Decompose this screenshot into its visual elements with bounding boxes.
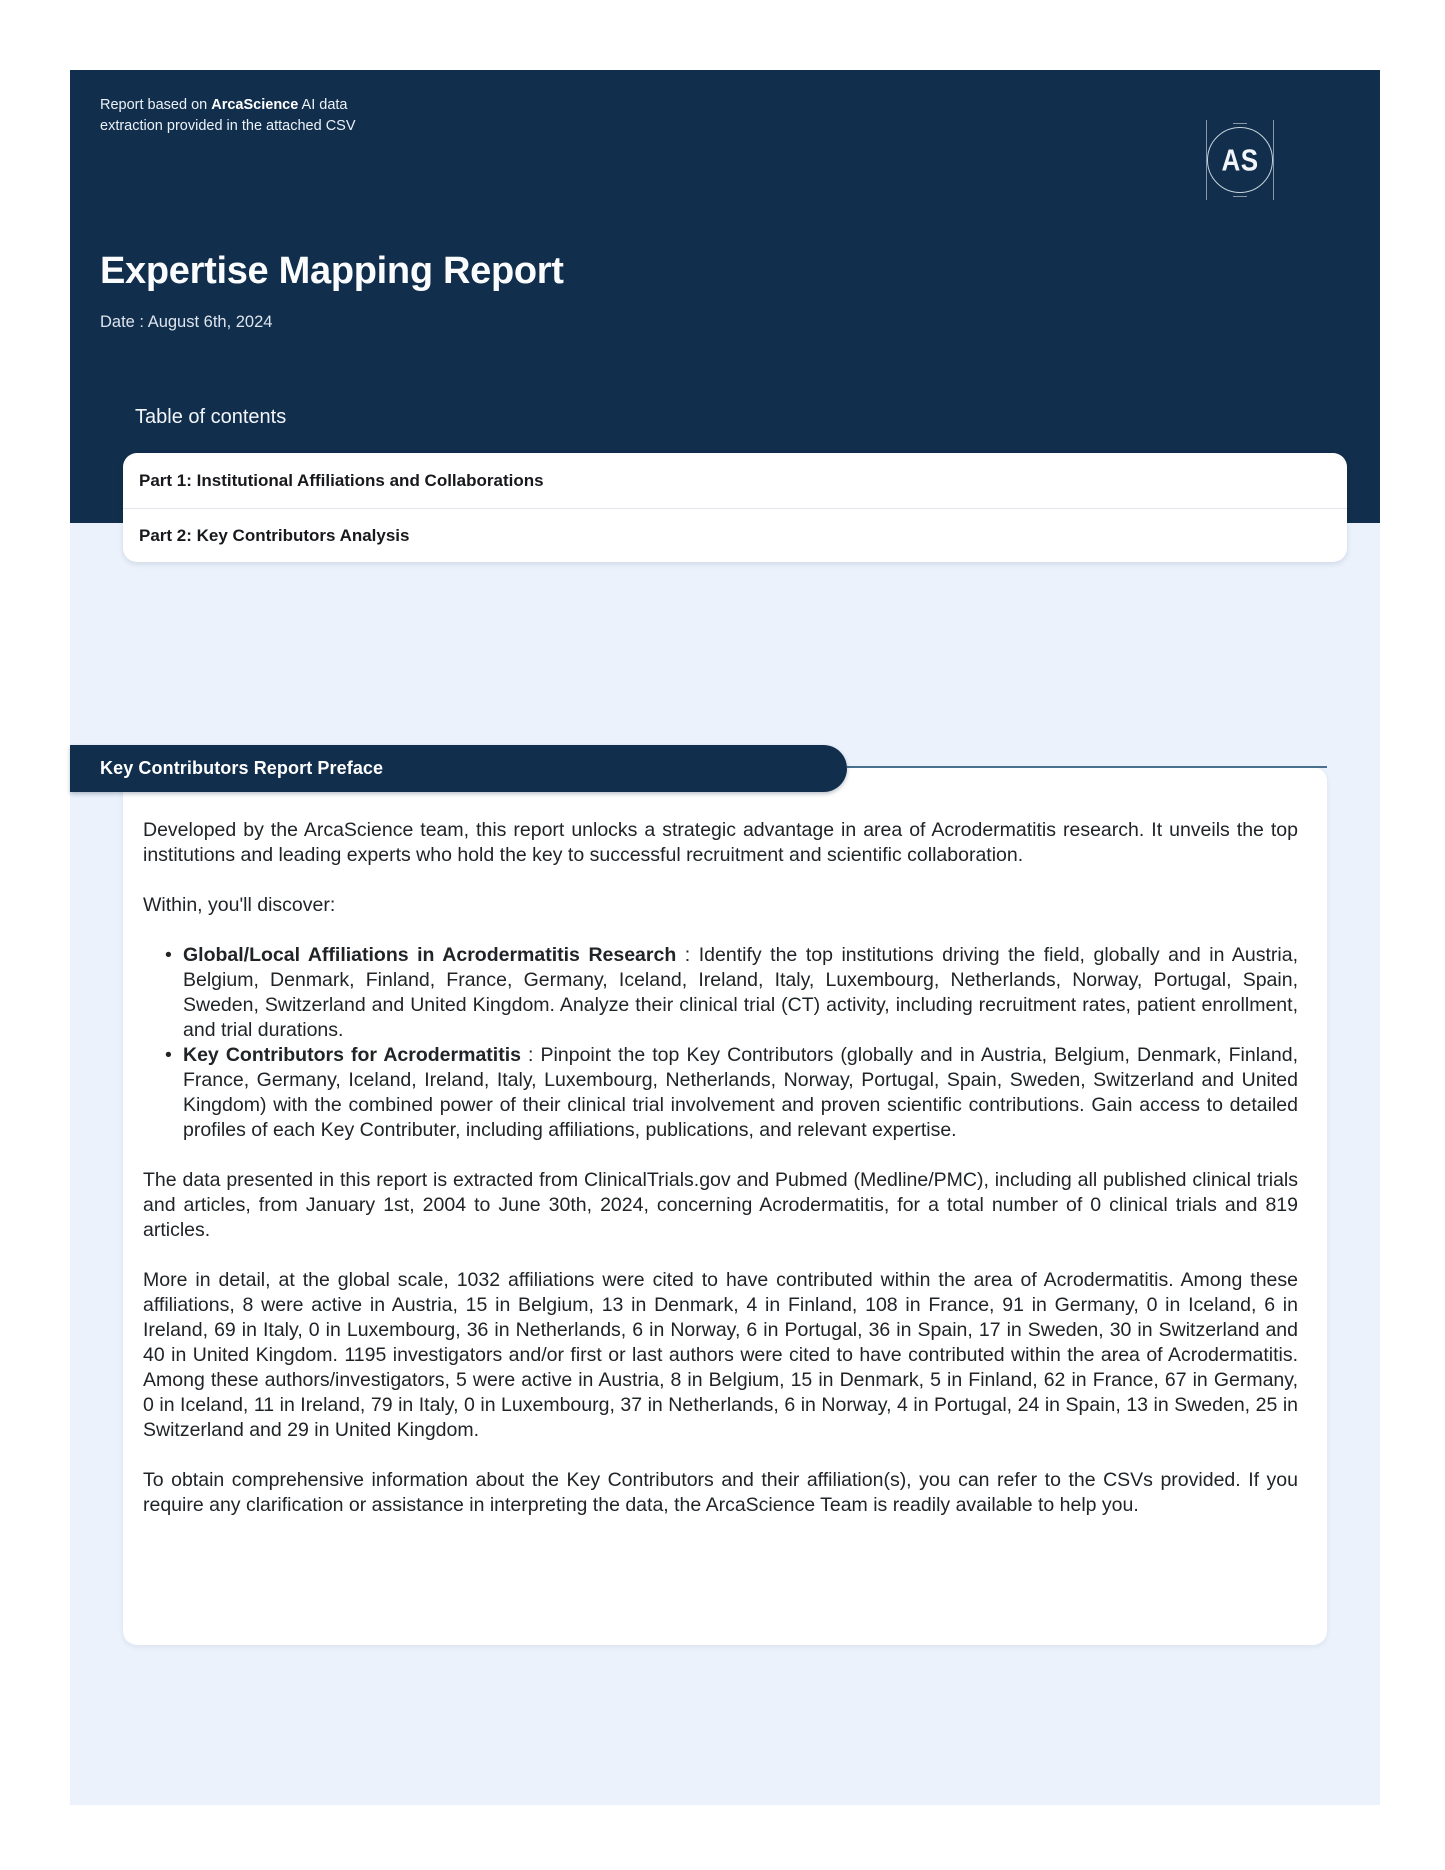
preface-card — [123, 767, 1327, 1645]
arcascience-logo-icon — [1207, 127, 1273, 193]
toc-item-part1[interactable] — [123, 453, 1347, 508]
preface-paragraph-closing: To obtain comprehensive information about the Key Contributors and their affiliation(s), you can refer to the CSVs provided. If you require any clarification or assistance in interpreting the data, the ArcaScience Team is readily available to help you. — [143, 1469, 1298, 1516]
preface-paragraph-intro: Developed by the ArcaScience team, this report unlocks a strategic advantage in area of Acrodermatitis research. It unveils the top institutions and leading experts who hold the key to successful recruitment and scientific collaboration. — [143, 819, 1298, 866]
preface-paragraph-discover: Within, you'll discover: — [143, 894, 336, 916]
toc-item-label: Part 2: Key Contributors Analysis — [139, 525, 410, 545]
list-item-lead: Key Contributors for Acrodermatitis — [183, 1044, 521, 1066]
attribution-suffix: AI data extraction provided in the attached CSV — [100, 97, 356, 134]
preface-banner-title: Key Contributors Report Preface — [100, 758, 384, 778]
page-title: Expertise Mapping Report — [100, 250, 564, 292]
preface-paragraph-data-sources: The data presented in this report is extracted from ClinicalTrials.gov and Pubmed (Medline/PMC), including all published clinical trials and articles, from January 1st, 2004 to June 30th, 2024, concerning Acrodermatitis, for a total number of 0 clinical trials and 819 articles. — [143, 1169, 1298, 1241]
logo-tick-bottom — [1233, 196, 1247, 197]
preface-paragraph-detail-stats: More in detail, at the global scale, 1032 affiliations were cited to have contributed within the area of Acrodermatitis. Among these affiliations, 8 were active in Austria, 15 in Belgium, 13 in Denmark, 4 in Finland, 108 in France, 91 in Germany, 0 in Iceland, 6 in Ireland, 69 in Italy, 0 in Luxembourg, 36 in Netherlands, 6 in Norway, 6 in Portugal, 36 in Spain, 17 in Sweden, 30 in Switzerland and 40 in United Kingdom. 1195 investigators and/or first or last authors were cited to have contributed within the area of Acrodermatitis. Among these authors/investigators, 5 were active in Austria, 8 in Belgium, 15 in Denmark, 5 in Finland, 62 in France, 67 in Germany, 0 in Iceland, 11 in Ireland, 79 in Italy, 0 in Luxembourg, 37 in Netherlands, 6 in Norway, 4 in Portugal, 24 in Spain, 13 in Sweden, 25 in Switzerland and 29 in United Kingdom. — [143, 1269, 1298, 1441]
attribution-text — [100, 95, 362, 137]
attribution-brand: ArcaScience — [211, 97, 299, 113]
list-item-lead: Global/Local Affiliations in Acrodermatitis Research — [183, 944, 677, 966]
logo-circle — [1207, 127, 1273, 193]
logo-tick-right — [1273, 120, 1274, 200]
list-item-key-contributors — [183, 1043, 1298, 1143]
discover-list — [143, 943, 1298, 1143]
list-item-body: : Identify the top institutions driving the field, globally and in Austria, Belgium, Denmark, Finland, France, Germany, Iceland, Ireland, Italy, Luxembourg, Netherlands, Norway, Portugal, Spain, Sweden, Switzerland and United Kingdom. Analyze their clinical trial (CT) activity, including recruitment rates, patient enrollment, and trial durations. — [183, 944, 1298, 1041]
toc-heading: Table of contents — [135, 406, 287, 428]
logo-tick-top — [1233, 123, 1247, 124]
toc-item-label: Part 1: Institutional Affiliations and Collaborations — [139, 470, 544, 490]
preface-underline — [847, 766, 1327, 768]
report-date: Date : August 6th, 2024 — [100, 313, 273, 331]
list-item-global-affiliations — [183, 943, 1298, 1043]
toc-item-part2[interactable] — [123, 508, 1347, 562]
logo-monogram: AS — [1221, 142, 1259, 178]
attribution-prefix: Report based on — [100, 97, 212, 113]
preface-banner — [70, 745, 847, 792]
toc-card — [123, 453, 1347, 562]
list-item-body: : Pinpoint the top Key Contributors (globally and in Austria, Belgium, Denmark, Finland, France, Germany, Iceland, Ireland, Italy, Luxembourg, Netherlands, Norway, Portugal, Spain, Sweden, Switzerland and United Kingdom) with the combined power of their clinical trial involvement and proven scientific contributions. Gain access to detailed profiles of each Key Contributer, including affiliations, publications, and relevant expertise. — [183, 1044, 1298, 1141]
